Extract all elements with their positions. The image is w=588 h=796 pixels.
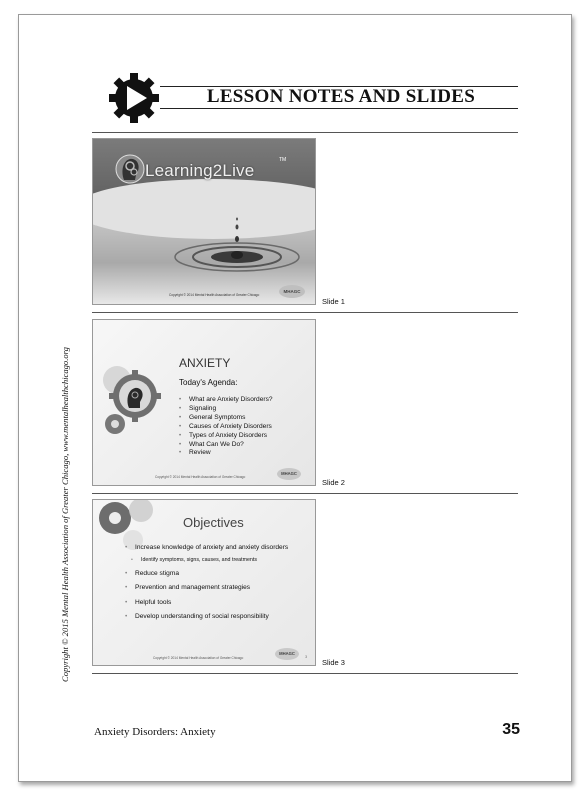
objective-item: • Develop understanding of social responsibility bbox=[125, 613, 305, 621]
objective-item: • Reduce stigma bbox=[125, 570, 305, 578]
header-rule-bottom bbox=[160, 108, 518, 109]
head-gears-icon bbox=[115, 153, 145, 185]
slide-label: Slide 1 bbox=[322, 297, 345, 306]
agenda-item: • Signaling bbox=[177, 405, 273, 414]
agenda-item: • Types of Anxiety Disorders bbox=[177, 432, 273, 441]
slide-logo-text: Learning2Live bbox=[145, 161, 255, 180]
slide-title: Objectives bbox=[183, 515, 244, 530]
objective-item: • Increase knowledge of anxiety and anxiety disorders bbox=[125, 544, 305, 552]
slide-copyright: Copyright © 2014 Mental Health Association of Greater Chicago bbox=[155, 475, 246, 479]
gears-head-icon bbox=[99, 358, 167, 438]
slide-copyright: Copyright © 2014 Mental Health Association of Greater Chicago bbox=[169, 293, 260, 297]
slide-1-thumbnail bbox=[92, 138, 316, 305]
mhagc-logo: MHAGC bbox=[275, 648, 299, 660]
objectives-list bbox=[125, 544, 305, 621]
agenda-item: • Review bbox=[177, 449, 273, 458]
agenda-item: • What are Anxiety Disorders? bbox=[177, 396, 273, 405]
divider bbox=[92, 673, 518, 674]
agenda-list bbox=[177, 396, 273, 458]
agenda-item: • What Can We Do? bbox=[177, 441, 273, 450]
objective-item: • Prevention and management strategies bbox=[125, 584, 305, 592]
slide-page-number: 3 bbox=[305, 654, 308, 659]
mhagc-logo: MHAGC bbox=[277, 468, 301, 480]
slide-3-thumbnail bbox=[92, 499, 316, 666]
footer-title: Anxiety Disorders: Anxiety bbox=[94, 726, 216, 738]
divider bbox=[92, 132, 518, 133]
slide-label: Slide 2 bbox=[322, 478, 345, 487]
page-title: LESSON NOTES AND SLIDES bbox=[206, 86, 476, 107]
objective-subitem: • Identify symptoms, signs, causes, and treatments bbox=[125, 556, 305, 564]
slide-label: Slide 3 bbox=[322, 658, 345, 667]
side-copyright: Copyright © 2015 Mental Health Association of Greater Chicago, www.mentalhealthchicago.org bbox=[60, 347, 70, 682]
slide-copyright: Copyright © 2014 Mental Health Association of Greater Chicago bbox=[153, 656, 244, 660]
page-number: 35 bbox=[502, 721, 520, 738]
slide-2-thumbnail bbox=[92, 319, 316, 486]
divider bbox=[92, 312, 518, 313]
agenda-item: • Causes of Anxiety Disorders bbox=[177, 423, 273, 432]
trademark: TM bbox=[279, 157, 287, 163]
objective-item: • Helpful tools bbox=[125, 599, 305, 607]
slide-title: ANXIETY bbox=[179, 356, 231, 370]
agenda-heading: Today's Agenda: bbox=[179, 378, 238, 387]
agenda-item: • General Symptoms bbox=[177, 414, 273, 423]
water-drop-ripple-icon bbox=[167, 217, 307, 287]
mhagc-logo: MHAGC bbox=[279, 285, 305, 298]
play-gear-icon bbox=[108, 72, 160, 124]
divider bbox=[92, 493, 518, 494]
